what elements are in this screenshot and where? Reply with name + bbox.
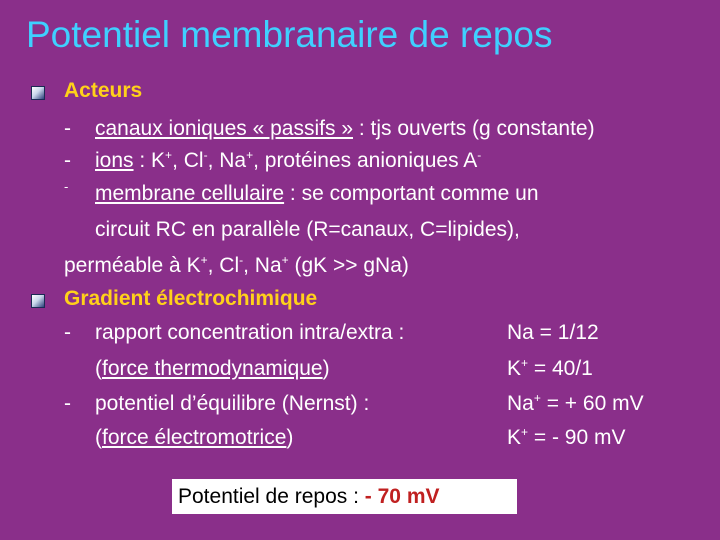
superscript: + xyxy=(165,148,173,162)
value-text: K xyxy=(507,426,522,449)
value-na-ratio: Na = 1/12 xyxy=(507,321,599,344)
value-k-ratio xyxy=(507,357,593,381)
dash: - xyxy=(64,179,69,194)
superscript: + xyxy=(246,148,254,162)
superscript: - xyxy=(239,253,244,267)
ions-text: , Na xyxy=(207,149,247,172)
ions-text: : K xyxy=(133,149,166,172)
section-heading-acteurs: Acteurs xyxy=(64,79,143,102)
link-force-thermodynamique[interactable]: force thermodynamique xyxy=(102,357,323,380)
slide-title: Potentiel membranaire de repos xyxy=(26,14,553,55)
item-ions xyxy=(95,149,481,173)
link-ions[interactable]: ions xyxy=(95,149,134,172)
link-force-electromotrice[interactable]: force électromotrice xyxy=(102,426,287,449)
item-nernst: potentiel d’équilibre (Nernst) : xyxy=(95,392,370,415)
dash: - xyxy=(64,321,71,344)
membrane-cont2-text: , Na xyxy=(243,254,282,277)
value-text: = 40/1 xyxy=(528,357,593,380)
value-text: Na xyxy=(507,392,534,415)
link-canaux[interactable]: canaux ioniques « passifs » xyxy=(95,117,353,140)
value-text: = + 60 mV xyxy=(540,392,644,415)
superscript: + xyxy=(521,356,529,370)
resting-potential-value: - 70 mV xyxy=(364,485,440,508)
ions-text: , Cl xyxy=(172,149,204,172)
ions-text: , protéines anioniques A xyxy=(253,149,478,172)
superscript: - xyxy=(203,148,208,162)
item-rapport-cont xyxy=(95,357,330,381)
item-membrane-cont1: circuit RC en parallèle (R=canaux, C=lipides), xyxy=(95,218,520,241)
item-rapport: rapport concentration intra/extra : xyxy=(95,321,405,344)
bullet-icon xyxy=(31,294,45,308)
item-canaux xyxy=(95,117,595,141)
membrane-cont2-text: (gK >> gNa) xyxy=(288,254,409,277)
paren: ( xyxy=(95,426,102,449)
value-k-potential xyxy=(507,426,625,450)
section-heading-gradient: Gradient électrochimique xyxy=(64,287,318,310)
superscript: + xyxy=(521,425,529,439)
item-membrane xyxy=(95,182,539,206)
membrane-cont2-text: perméable à K xyxy=(64,254,201,277)
membrane-cont2-text: , Cl xyxy=(207,254,240,277)
superscript: + xyxy=(281,253,289,267)
dash: - xyxy=(64,117,71,140)
paren: ) xyxy=(286,426,294,449)
dash: - xyxy=(64,149,71,172)
dash: - xyxy=(64,392,71,415)
value-text: K xyxy=(507,357,522,380)
item-membrane-cont2 xyxy=(64,254,409,278)
value-na-potential xyxy=(507,392,644,416)
bullet-icon xyxy=(31,86,45,100)
superscript: + xyxy=(200,253,208,267)
resting-potential-box xyxy=(172,479,517,514)
value-text: = - 90 mV xyxy=(528,426,626,449)
item-nernst-cont xyxy=(95,426,293,450)
superscript: - xyxy=(477,148,482,162)
item-canaux-text: : tjs ouverts (g constante) xyxy=(353,117,595,140)
paren: ( xyxy=(95,357,102,380)
item-membrane-text: : se comportant comme un xyxy=(284,182,539,205)
superscript: + xyxy=(533,391,541,405)
link-membrane[interactable]: membrane cellulaire xyxy=(95,182,285,205)
paren: ) xyxy=(322,357,330,380)
resting-potential-label: Potentiel de repos : xyxy=(178,485,365,508)
